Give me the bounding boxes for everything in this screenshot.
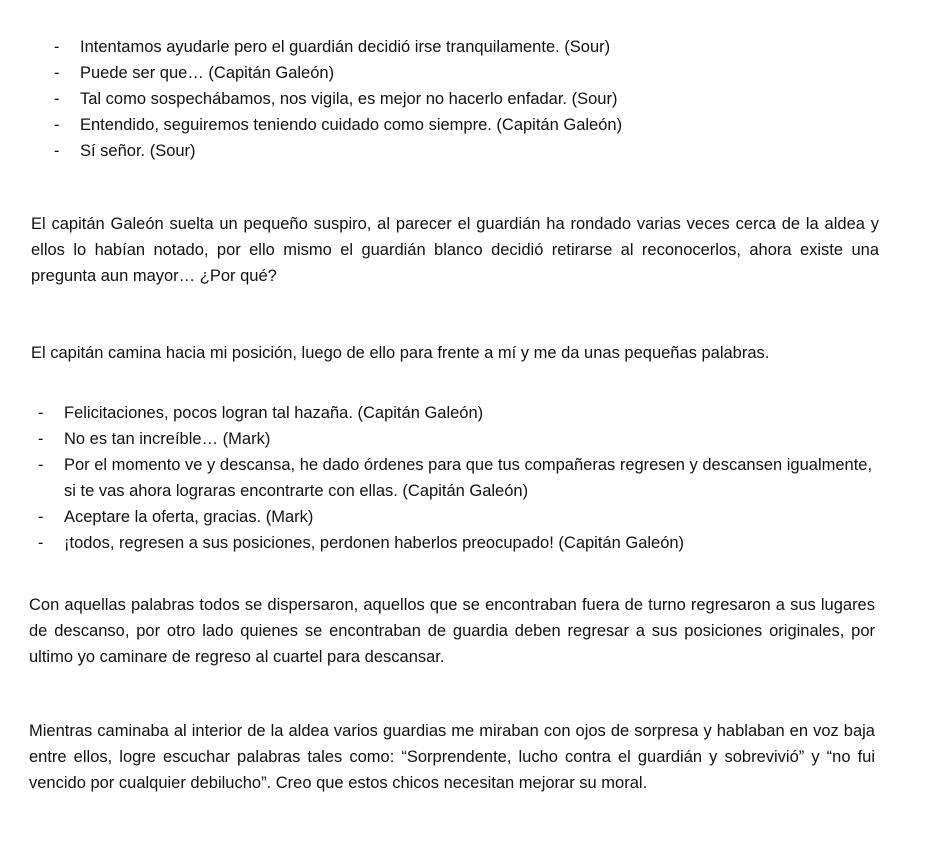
narrative-paragraph-2: El capitán camina hacia mi posición, luego de ello para frente a mí y me da unas pequeñas palabras. (31, 344, 770, 362)
dialogue-line: - Sí señor. (Sour) (32, 138, 892, 164)
dialogue-line: - Felicitaciones, pocos logran tal hazaña. (Capitán Galeón) (16, 400, 896, 426)
dialogue-line: - Entendido, seguiremos teniendo cuidado como siempre. (Capitán Galeón) (32, 112, 892, 138)
narrative-paragraph-4: Mientras caminaba al interior de la aldea varios guardias me miraban con ojos de sorpresa y hablaban en voz baja entre ellos, logre escuchar palabras tales como: “Sorprendente, lucho contra el guardián y sobrevivió” y “no fui vencido por cualquier debilucho”. Creo que estos chicos necesitan mejorar su moral. (29, 722, 875, 792)
dialogue-line: - Intentamos ayudarle pero el guardián decidió irse tranquilamente. (Sour) (32, 34, 892, 60)
dialogue-line: - Tal como sospechábamos, nos vigila, es mejor no hacerlo enfadar. (Sour) (32, 86, 892, 112)
dialogue-list-2 (16, 400, 896, 556)
dialogue-line: - Puede ser que… (Capitán Galeón) (32, 60, 892, 86)
narrative-paragraph-1: El capitán Galeón suelta un pequeño suspiro, al parecer el guardián ha rondado varias veces cerca de la aldea y ellos lo habían notado, por ello mismo el guardián blanco decidió retirarse al reconocerlos, ahora existe una pregunta aun mayor… ¿Por qué? (31, 215, 879, 285)
dialogue-line: - No es tan increíble… (Mark) (16, 426, 896, 452)
dialogue-list-1 (32, 34, 892, 164)
dialogue-line: - Aceptare la oferta, gracias. (Mark) (16, 504, 896, 530)
narrative-paragraph-3: Con aquellas palabras todos se dispersaron, aquellos que se encontraban fuera de turno regresaron a sus lugares de descanso, por otro lado quienes se encontraban de guardia deben regresar a sus posiciones originales, por ultimo yo caminare de regreso al cuartel para descansar. (29, 596, 875, 666)
dialogue-line: - ¡todos, regresen a sus posiciones, perdonen haberlos preocupado! (Capitán Galeón) (16, 530, 896, 556)
dialogue-line: - Por el momento ve y descansa, he dado órdenes para que tus compañeras regresen y descansen igualmente, si te vas ahora lograras encontrarte con ellas. (Capitán Galeón) (16, 452, 884, 504)
